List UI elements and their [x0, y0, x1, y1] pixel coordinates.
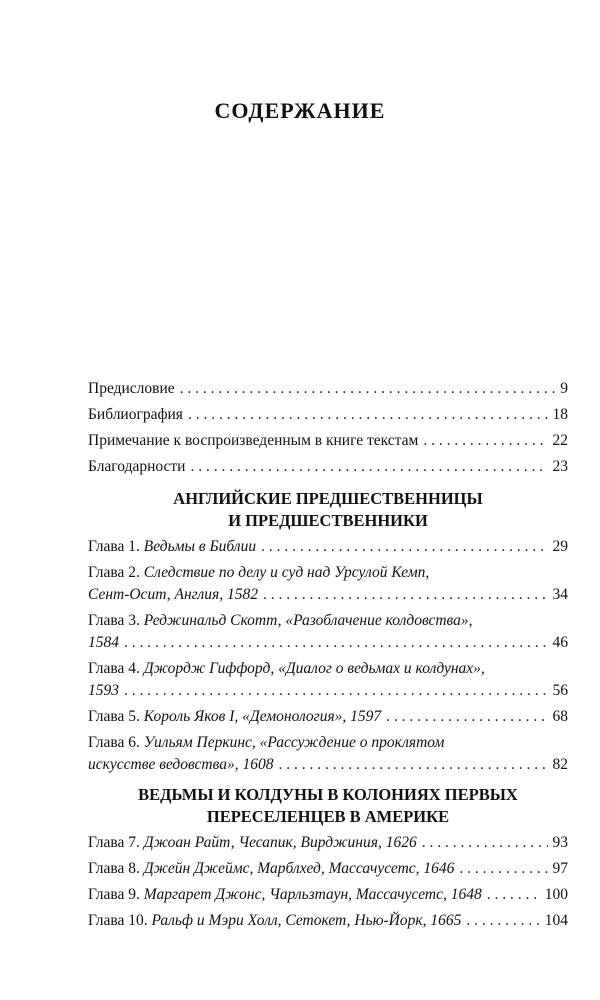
toc-chapter-3 [88, 610, 568, 654]
chapter-label: Глава 4. [88, 660, 140, 677]
chapter-title: Следствие по делу и суд над Урсулой Кемп, [143, 564, 430, 581]
toc-page-number: 97 [552, 860, 568, 877]
chapter-title: Джордж Гиффорд, «Диалог о ведьмах и колдунах», [143, 660, 485, 677]
toc-entry-text: Предисловие [88, 380, 175, 397]
chapter-label: Глава 3. [88, 612, 140, 629]
chapter-label: Глава 8. [88, 860, 140, 877]
toc-entry-bibliography [88, 404, 568, 426]
chapter-title-continued: искусстве ведовства», 1608 [88, 756, 274, 773]
chapter-title: Ведьмы в Библии [143, 538, 257, 555]
toc-page-number: 9 [560, 380, 568, 397]
chapter-title: Маргарет Джонс, Чарльзтаун, Массачусетс, 1648 [143, 886, 482, 903]
chapter-title-continued: Сент-Осит, Англия, 1582 [88, 586, 258, 603]
toc-entry-text: Библиография [88, 406, 183, 423]
leader-dots [422, 832, 548, 854]
toc-page-number: 56 [552, 682, 568, 699]
chapter-title: Уильям Перкинс, «Рассуждение о проклятом [143, 734, 445, 751]
chapter-title-continued: 1593 [88, 682, 119, 699]
leader-dots [459, 858, 547, 880]
chapter-label: Глава 10. [88, 912, 148, 929]
toc-chapter-6 [88, 732, 568, 776]
chapter-title: Джейн Джеймс, Марблхед, Массачусетс, 1646 [143, 860, 455, 877]
section2-chapter-list [88, 832, 568, 932]
leader-dots [423, 430, 547, 452]
section-heading-english [88, 488, 568, 532]
toc-chapter-10 [88, 910, 568, 932]
toc-page-number: 22 [552, 432, 568, 449]
section-heading-line: АНГЛИЙСКИЕ ПРЕДШЕСТВЕННИЦЫ [173, 489, 483, 508]
chapter-title: Король Яков I, «Демонология», 1597 [143, 708, 382, 725]
page-title: СОДЕРЖАНИЕ [214, 98, 386, 123]
chapter-label: Глава 7. [88, 834, 140, 851]
toc-entry-note [88, 430, 568, 452]
toc-entry-preface [88, 378, 568, 400]
toc-chapter-4 [88, 658, 568, 702]
leader-dots [124, 680, 548, 702]
leader-dots [188, 404, 548, 426]
leader-dots [180, 378, 556, 400]
leader-dots [261, 536, 547, 558]
toc-entry-text: Примечание к воспроизведенным в книге текстам [88, 432, 419, 449]
toc-entry-acknowledgements [88, 456, 568, 478]
leader-dots [278, 754, 547, 776]
leader-dots [190, 456, 547, 478]
toc-chapter-2 [88, 562, 568, 606]
toc-page-number: 23 [552, 458, 568, 475]
front-matter-list [88, 378, 568, 478]
section-heading-line: И ПРЕДШЕСТВЕННИКИ [228, 511, 428, 530]
leader-dots [487, 884, 540, 906]
toc-chapter-5 [88, 706, 568, 728]
chapter-title: Джоан Райт, Чесапик, Вирджиния, 1626 [143, 834, 417, 851]
chapter-label: Глава 6. [88, 734, 140, 751]
toc-page-number: 104 [544, 912, 568, 929]
toc-chapter-8 [88, 858, 568, 880]
toc-page-number: 18 [552, 406, 568, 423]
section-heading-colonies [88, 784, 568, 828]
section-heading-line: ПЕРЕСЕЛЕНЦЕВ В АМЕРИКЕ [206, 807, 450, 826]
chapter-label: Глава 2. [88, 564, 140, 581]
toc-page-number: 29 [552, 538, 568, 555]
chapter-title-continued: 1584 [88, 634, 119, 651]
chapter-label: Глава 5. [88, 708, 140, 725]
toc-page-number: 68 [552, 708, 568, 725]
chapter-label: Глава 9. [88, 886, 140, 903]
chapter-label: Глава 1. [88, 538, 140, 555]
leader-dots [124, 632, 548, 654]
chapter-title: Реджинальд Скотт, «Разоблачение колдовства», [143, 612, 473, 629]
toc-page-number: 93 [552, 834, 568, 851]
section-heading-line: ВЕДЬМЫ И КОЛДУНЫ В КОЛОНИЯХ ПЕРВЫХ [138, 785, 518, 804]
toc-page-number: 82 [552, 756, 568, 773]
toc-entry-text: Благодарности [88, 458, 186, 475]
section1-chapter-list [88, 536, 568, 776]
leader-dots [263, 584, 548, 606]
toc-chapter-9 [88, 884, 568, 906]
toc-chapter-7 [88, 832, 568, 854]
toc-chapter-1 [88, 536, 568, 558]
leader-dots [386, 706, 547, 728]
toc-page-number: 46 [552, 634, 568, 651]
chapter-title: Ральф и Мэри Холл, Сетокет, Нью-Йорк, 1665 [151, 912, 462, 929]
toc-page-number: 100 [544, 886, 568, 903]
leader-dots [466, 910, 539, 932]
toc-page-number: 34 [552, 586, 568, 603]
